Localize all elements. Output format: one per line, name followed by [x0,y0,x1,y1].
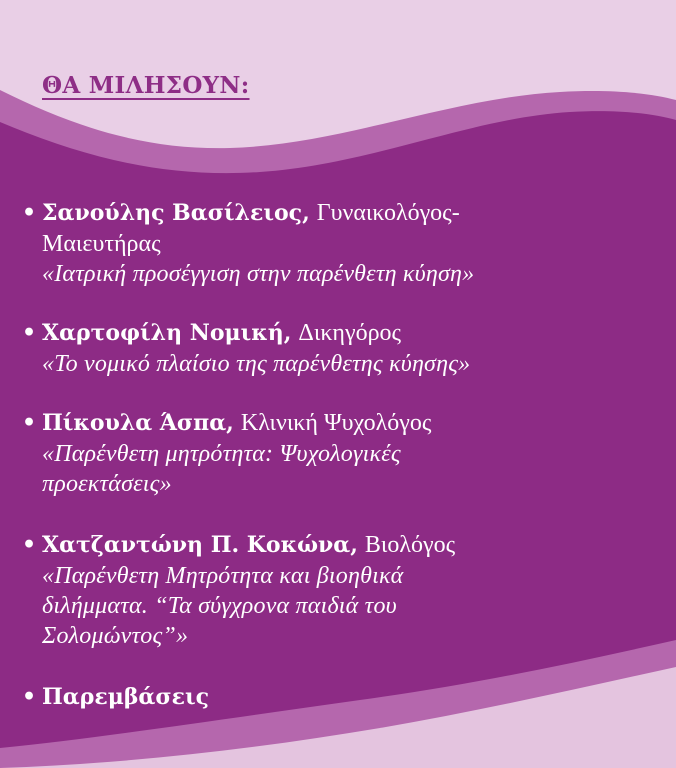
speaker-role: Γυναικολόγος- [316,200,460,226]
interventions-label: Παρεμβάσεις [42,684,209,710]
speaker-role: Κλινική Ψυχολόγος [240,410,432,436]
talk-title: «Παρένθετη Μητρότητα και βιοηθικά [42,563,404,589]
speaker-item [22,198,652,289]
talk-title-continued: Σολομώντος”» [42,623,189,649]
speaker-role: Βιολόγος [364,532,456,558]
speaker-name: Πίκουλα Άσπα, [42,410,234,436]
speaker-item [22,408,652,499]
bullet: • [22,320,37,346]
section-heading: ΘΑ ΜΙΛΗΣΟΥΝ: [42,72,250,99]
bullet: • [22,684,37,710]
speaker-item [22,530,652,651]
speaker-role-continued: Μαιευτήρας [42,231,161,257]
speaker-name: Χατζαντώνη Π. Κοκώνα, [42,532,358,558]
talk-title: «Το νομικό πλαίσιο της παρένθετης κύησης» [42,351,471,377]
bullet: • [22,532,37,558]
talk-title: «Παρένθετη μητρότητα: Ψυχολογικές [42,441,401,467]
speaker-role: Δικηγόρος [298,320,402,346]
speaker-name: Σανούλης Βασίλειος, [42,200,310,226]
talk-title: «Ιατρική προσέγγιση στην παρένθετη κύηση» [42,261,475,287]
speaker-item [22,318,652,379]
talk-title-continued: διλήμματα. “Τα σύγχρονα παιδιά του [42,593,397,619]
speaker-name: Χαρτοφίλη Νομική, [42,320,292,346]
talk-title-continued: προεκτάσεις» [42,471,172,497]
bullet: • [22,410,37,436]
bullet: • [22,200,37,226]
speaker-item [22,682,652,713]
